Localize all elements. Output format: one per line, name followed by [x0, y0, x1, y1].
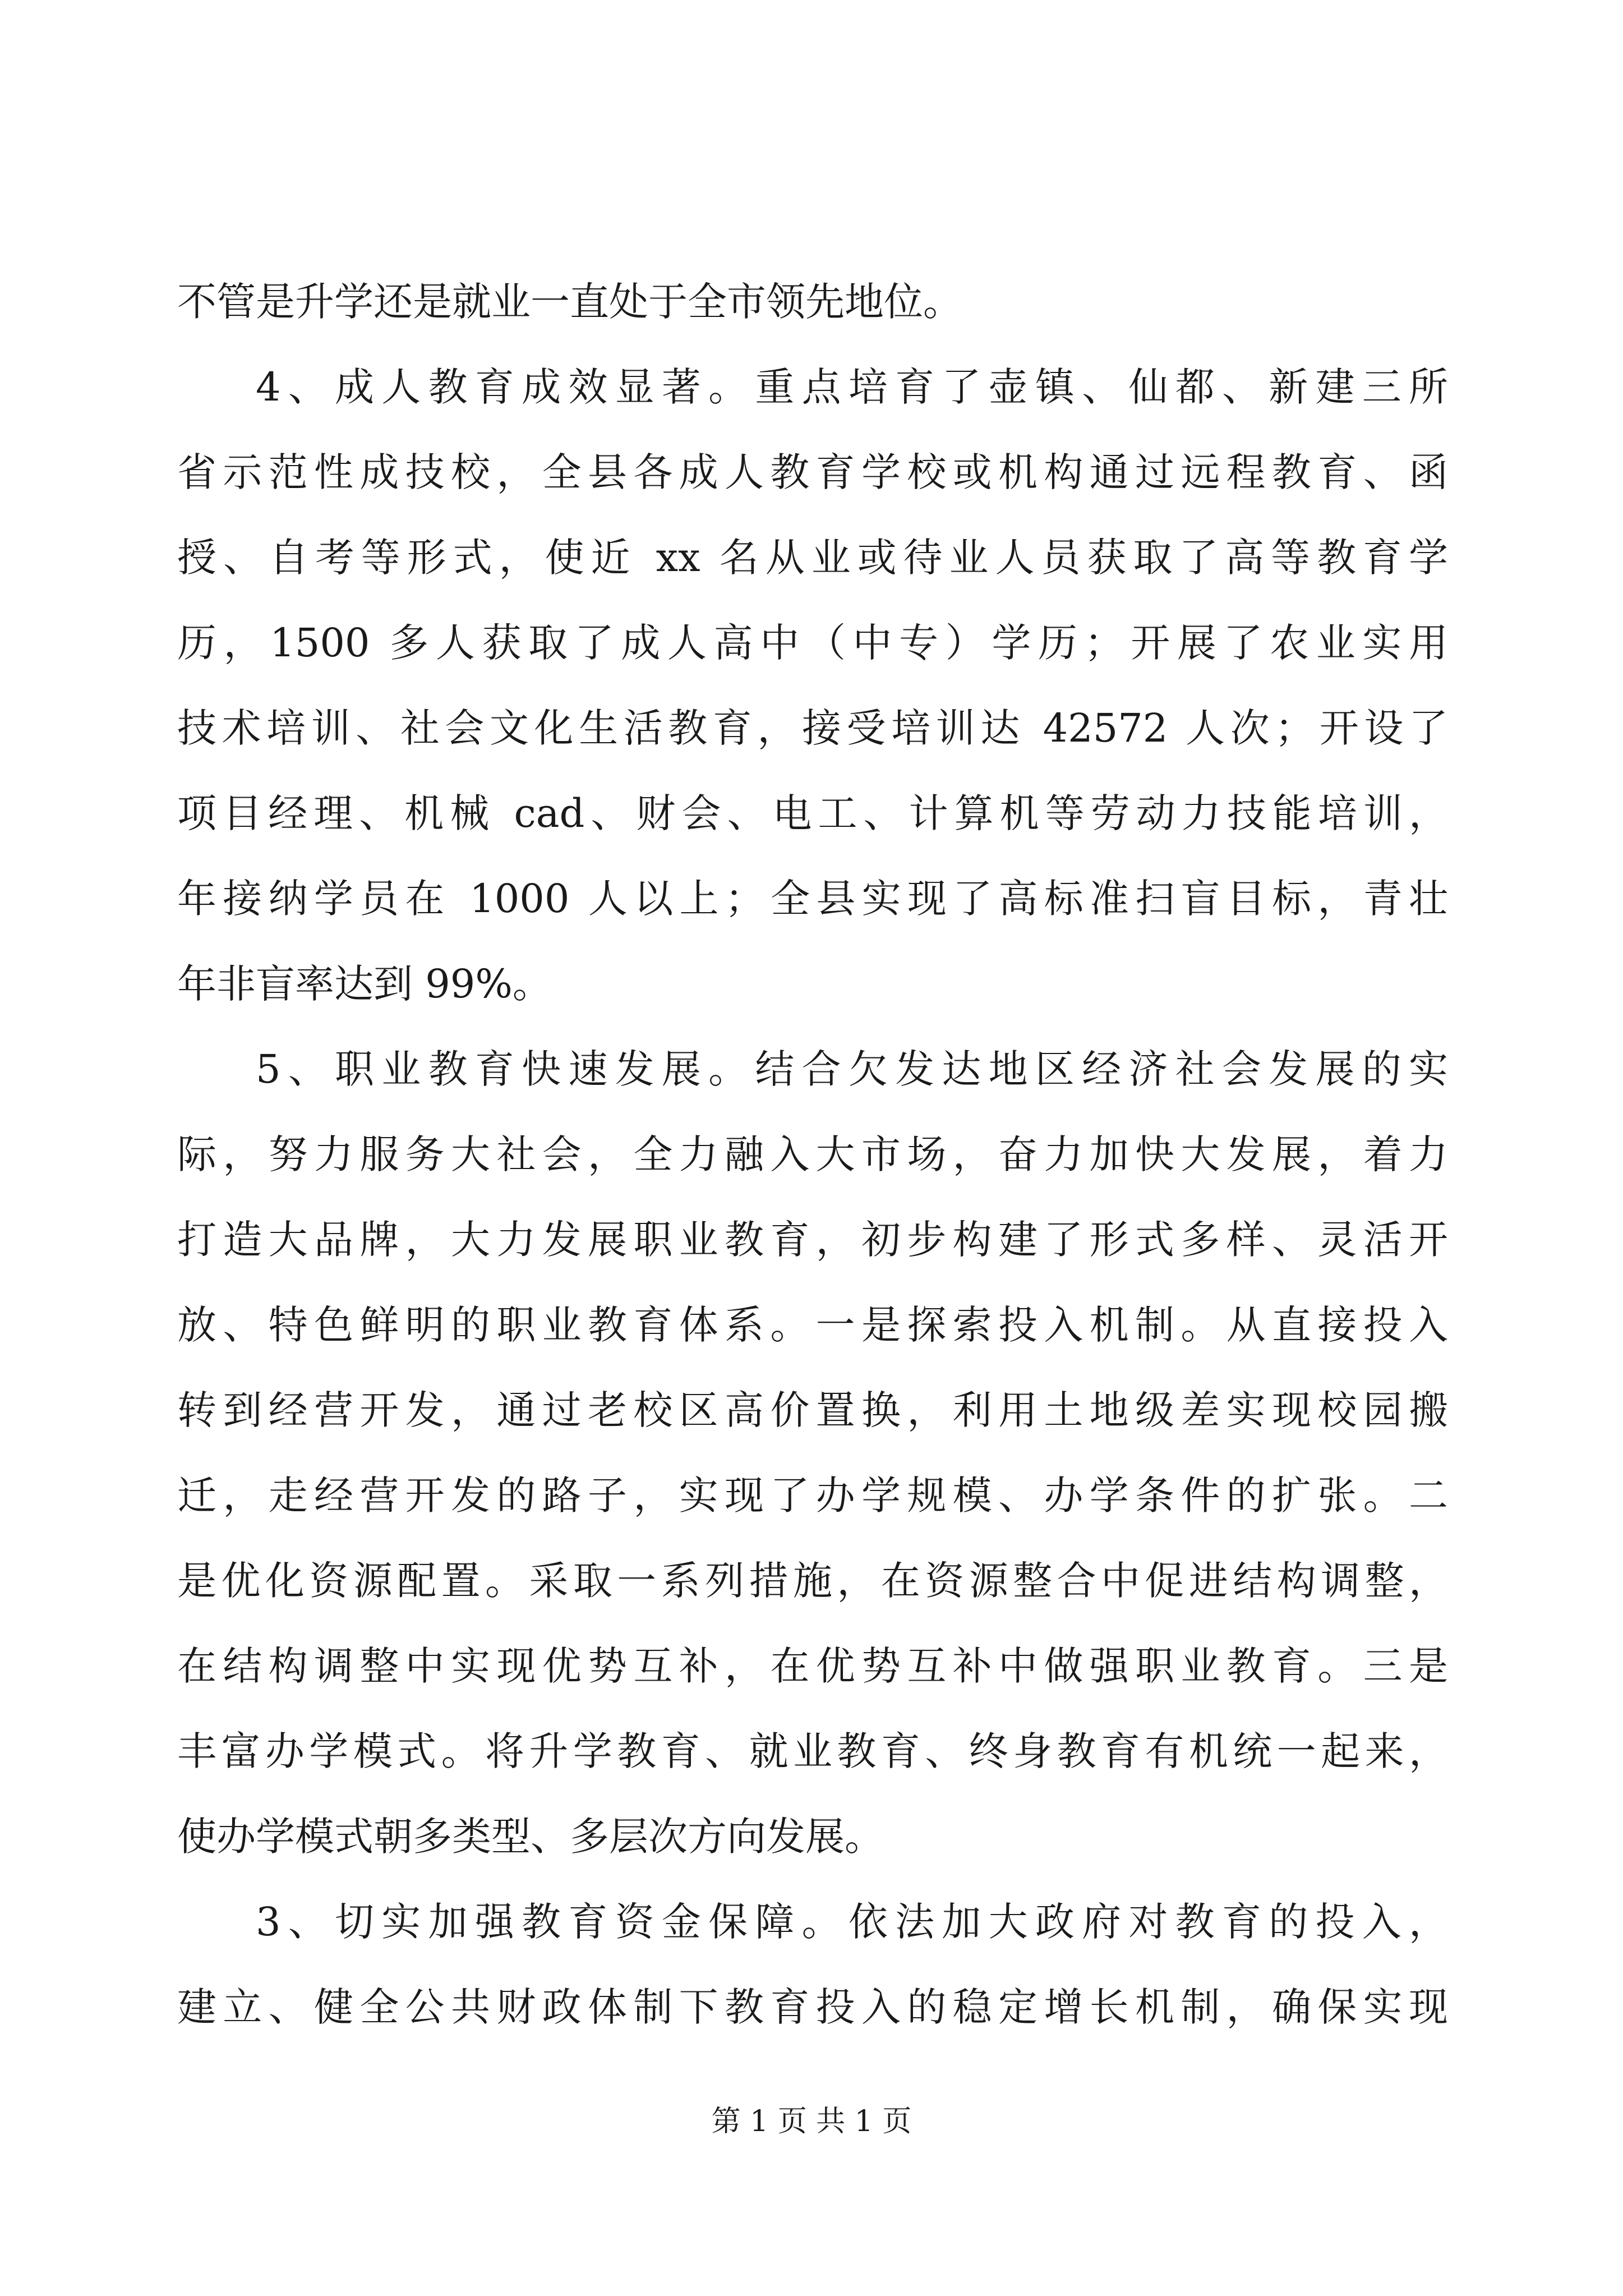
text-line-7: 项目经理、机械 cad、财会、电工、计算机等劳动力技能培训，: [177, 790, 1448, 836]
text-line-19: 使办学模式朝多类型、多层次方向发展。: [177, 1814, 884, 1860]
text-line-4: 授、自考等形式，使近 xx 名从业或待业人员获取了高等教育学: [177, 535, 1448, 581]
page-number-label: 第 1 页 共 1 页: [711, 2105, 912, 2138]
text-line-15: 迁，走经营开发的路子，实现了办学规模、办学条件的扩张。二: [177, 1473, 1448, 1519]
text-line-17: 在结构调整中实现优势互补，在优势互补中做强职业教育。三是: [177, 1643, 1448, 1689]
text-line-18: 丰富办学模式。将升学教育、就业教育、终身教育有机统一起来，: [177, 1728, 1448, 1774]
text-line-6: 技术培训、社会文化生活教育，接受培训达 42572 人次；开设了: [177, 705, 1448, 751]
text-line-1: 不管是升学还是就业一直处于全市领先地位。: [177, 279, 962, 325]
text-line-21: 建立、健全公共财政体制下教育投入的稳定增长机制，确保实现: [177, 1984, 1448, 2030]
text-line-10: 5、职业教育快速发展。结合欠发达地区经济社会发展的实: [256, 1046, 1448, 1092]
page-footer: [0, 2099, 1623, 2144]
text-line-8: 年接纳学员在 1000 人以上；全县实现了高标准扫盲目标，青壮: [177, 876, 1448, 922]
text-line-16: 是优化资源配置。采取一系列措施，在资源整合中促进结构调整，: [177, 1558, 1448, 1604]
text-line-13: 放、特色鲜明的职业教育体系。一是探索投入机制。从直接投入: [177, 1302, 1448, 1348]
text-line-20: 3、切实加强教育资金保障。依法加大政府对教育的投入，: [256, 1899, 1448, 1945]
text-line-9: 年非盲率达到 99%。: [177, 961, 552, 1007]
text-line-11: 际，努力服务大社会，全力融入大市场，奋力加快大发展，着力: [177, 1131, 1448, 1177]
document-body: [177, 259, 1448, 2050]
text-line-5: 历，1500 多人获取了成人高中（中专）学历；开展了农业实用: [177, 620, 1448, 666]
text-line-12: 打造大品牌，大力发展职业教育，初步构建了形式多样、灵活开: [177, 1217, 1448, 1263]
text-line-14: 转到经营开发，通过老校区高价置换，利用土地级差实现校园搬: [177, 1387, 1448, 1433]
text-line-2: 4、成人教育成效显著。重点培育了壶镇、仙都、新建三所: [256, 364, 1448, 410]
text-line-3: 省示范性成技校，全县各成人教育学校或机构通过远程教育、函: [177, 449, 1448, 495]
